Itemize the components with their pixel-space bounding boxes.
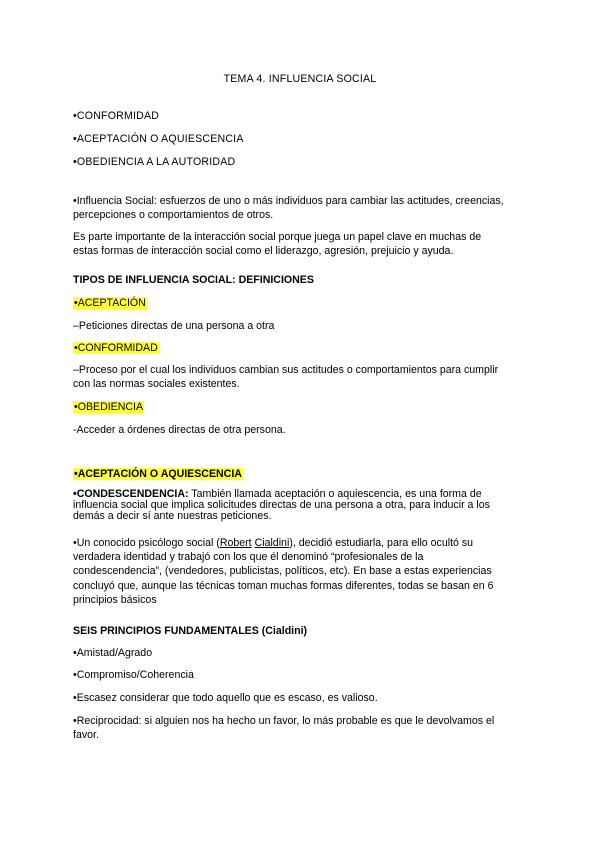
type-desc-obediencia: -Acceder a órdenes directas de otra persona.	[73, 424, 286, 436]
definition-line-1: •Influencia Social: esfuerzos de uno o más individuos para cambiar las actitudes, creencias,	[73, 195, 504, 207]
importance-line-1: Es parte importante de la interacción social porque juega un papel clave en muchas de	[73, 231, 482, 243]
cialdini-line-2: verdadera identidad y trabajó con los que él denominó “profesionales de la	[73, 551, 424, 563]
type-desc-conformidad-1: –Proceso por el cual los individuos cambian sus actitudes o comportamientos para cumplir	[73, 364, 499, 376]
principle-item: •Amistad/Agrado	[73, 647, 153, 659]
aceptacion-heading	[73, 468, 243, 480]
cialdini-line-3: condescendencia”, (vendedores, publicistas, políticos, etc). En base a estas experiencias	[73, 565, 492, 577]
principles-heading: SEIS PRINCIPIOS FUNDAMENTALES (Cialdini)	[73, 625, 308, 637]
cialdini-line-5: principios básicos	[73, 594, 157, 606]
principle-item-continued: favor.	[73, 729, 99, 741]
principle-item: •Reciprocidad: si alguien nos ha hecho un favor, lo más probable es que le devolvamos el	[73, 715, 495, 727]
intro-item-obediencia: •OBEDIENCIA A LA AUTORIDAD	[73, 156, 236, 168]
cialdini-text: •Un conocido psicólogo social (	[73, 537, 220, 549]
condescendencia-line-2: influencia social que implica solicitudes directas de una persona a otra, para inducir a los	[73, 499, 490, 511]
type-label-obediencia	[73, 401, 144, 413]
type-desc-conformidad-2: con las normas sociales existentes.	[73, 378, 240, 390]
cialdini-line-1	[73, 537, 473, 549]
highlighted-label: •CONFORMIDAD	[74, 342, 158, 354]
cialdini-text: ), decidió estudiarla, para ello ocultó su	[289, 537, 474, 549]
document-title: TEMA 4. INFLUENCIA SOCIAL	[223, 73, 377, 85]
type-desc-aceptacion: –Peticiones directas de una persona a otra	[73, 320, 275, 332]
cialdini-link-cialdini[interactable]: Cialdini	[254, 537, 290, 549]
principle-item: •Compromiso/Coherencia	[73, 669, 194, 681]
intro-item-conformidad: •CONFORMIDAD	[73, 110, 160, 122]
highlighted-heading: •ACEPTACIÓN O AQUIESCENCIA	[74, 468, 242, 480]
condescendencia-text: También llamada aceptación o aquiescencia, es una forma de	[188, 488, 482, 500]
intro-item-aceptacion: •ACEPTACIÓN O AQUIESCENCIA	[73, 133, 244, 145]
condescendencia-line-3: demás a decir sí ante nuestras peticiones.	[73, 510, 272, 522]
principle-item: •Escasez considerar que todo aquello que es escaso, es valioso.	[73, 692, 378, 704]
types-heading: TIPOS DE INFLUENCIA SOCIAL: DEFINICIONES	[73, 274, 314, 286]
importance-line-2: estas formas de interacción social como el liderazgo, agresión, prejuicio y ayuda.	[73, 245, 454, 257]
cialdini-link-robert[interactable]: Robert	[219, 537, 252, 549]
definition-line-2: percepciones o comportamientos de otros.	[73, 209, 274, 221]
highlighted-label: •OBEDIENCIA	[74, 401, 144, 413]
type-label-conformidad	[73, 342, 159, 354]
highlighted-label: •ACEPTACIÓN	[74, 297, 146, 309]
type-label-aceptacion	[73, 297, 147, 309]
cialdini-line-4: concluyó que, aunque las técnicas toman muchas formas diferentes, todas se basan en 6	[73, 580, 494, 592]
condescendencia-label: •CONDESCENDENCIA:	[73, 488, 189, 500]
